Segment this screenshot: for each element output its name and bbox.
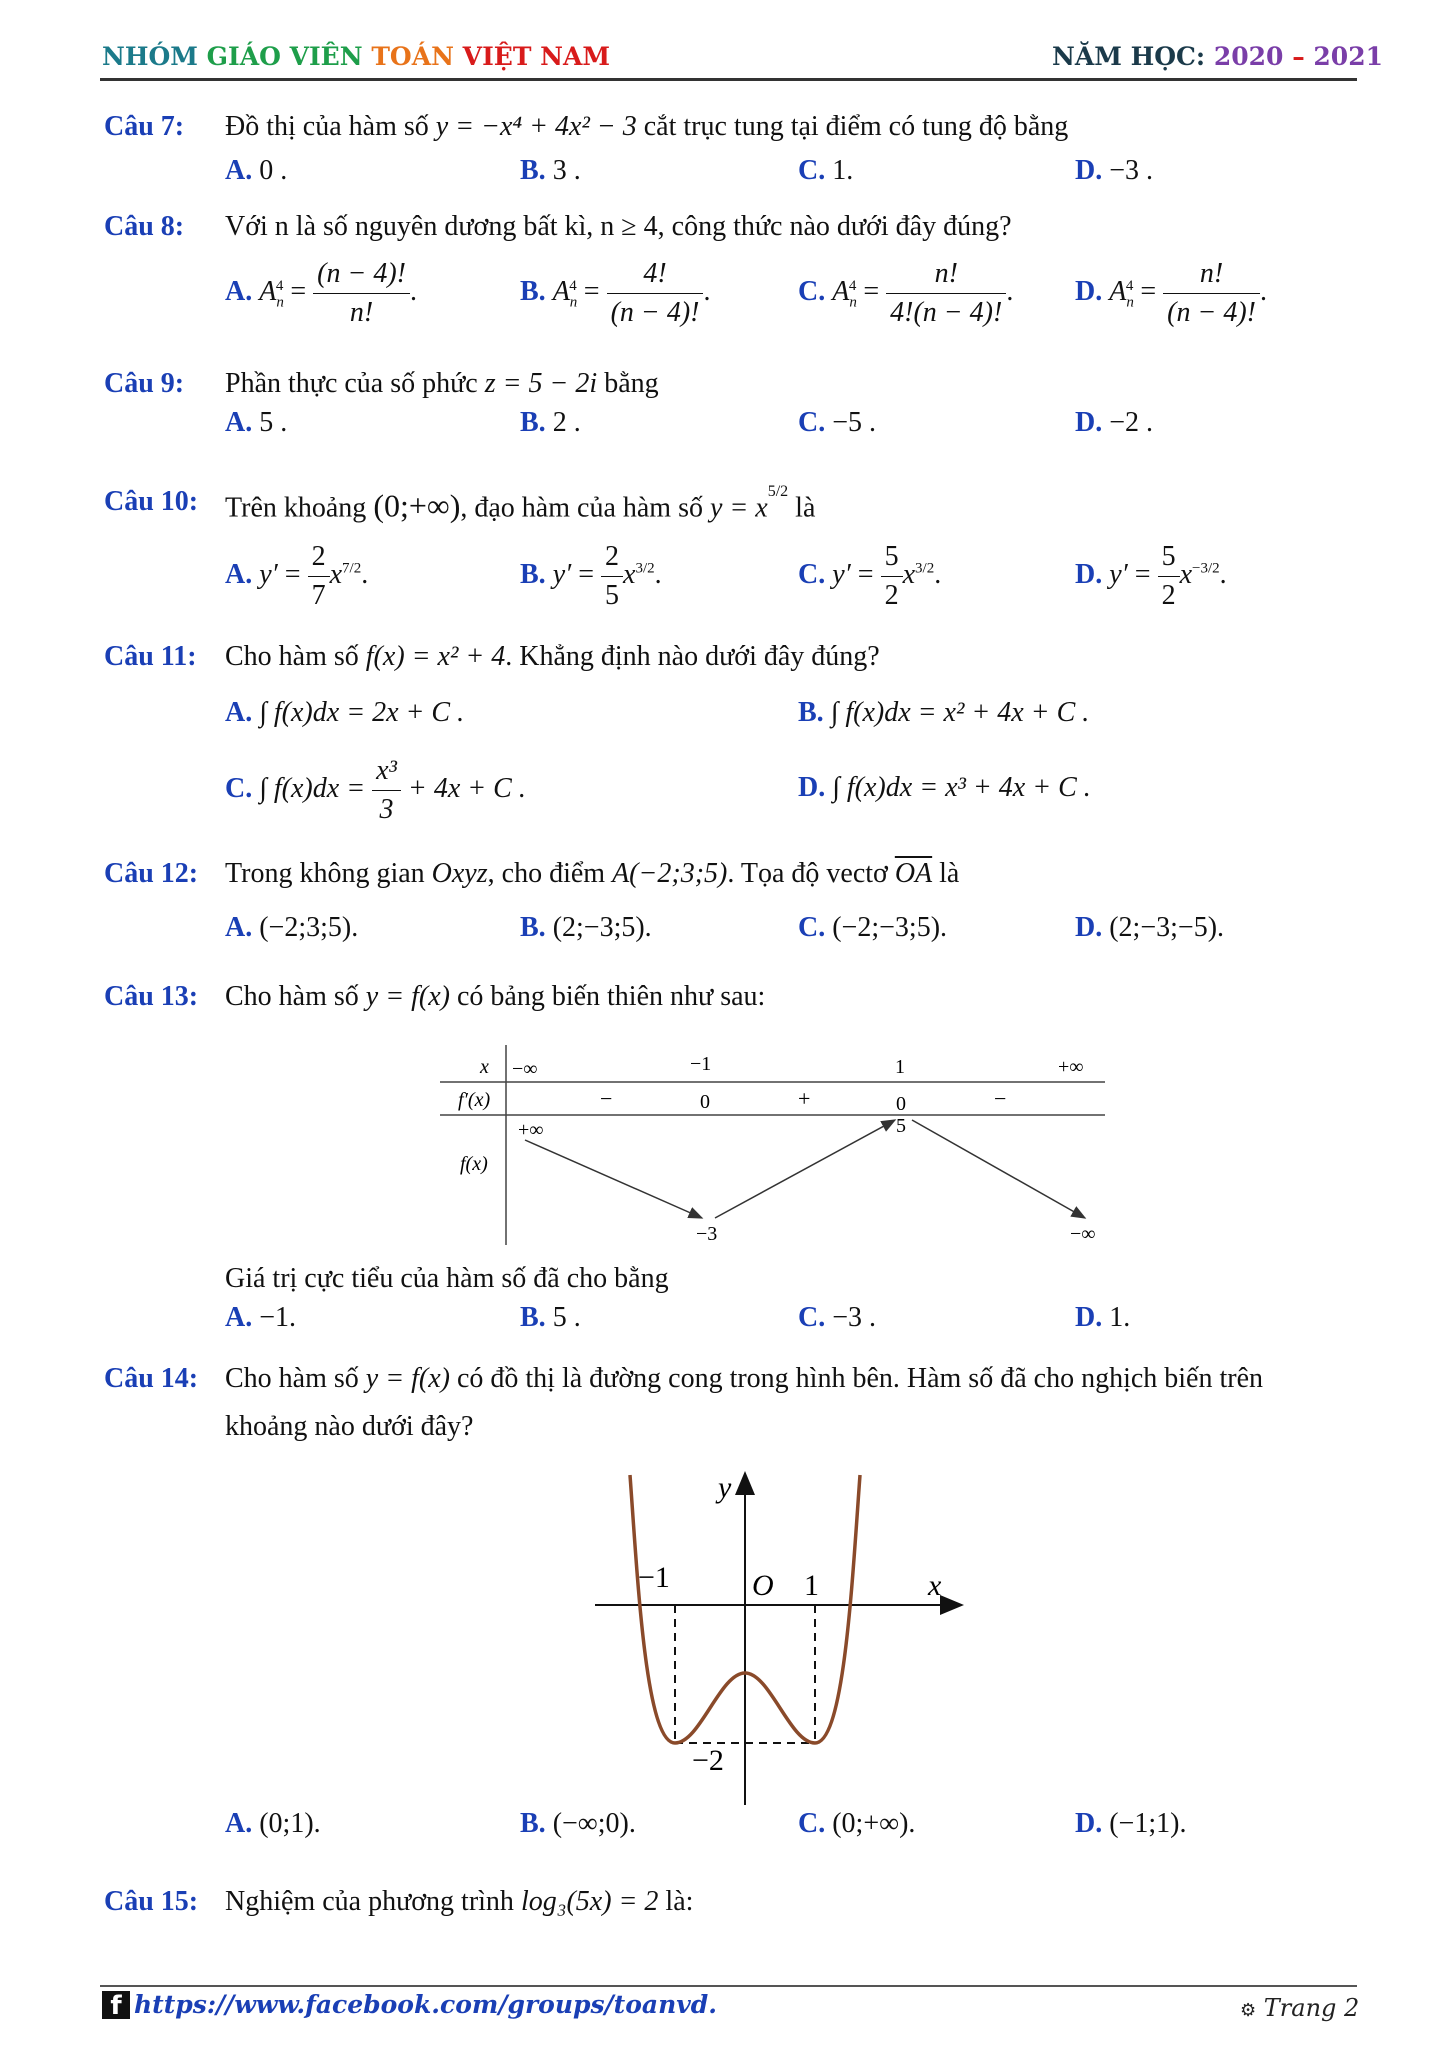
q13-text-post: có bảng biến thiên như sau: bbox=[456, 981, 766, 1012]
q14-option-c[interactable] bbox=[798, 1808, 915, 1840]
fraction bbox=[1163, 255, 1260, 332]
option-letter: D. bbox=[1075, 1808, 1103, 1839]
q11-option-b[interactable] bbox=[798, 697, 1089, 729]
option-letter: C. bbox=[798, 912, 826, 943]
q13-option-a[interactable] bbox=[225, 1302, 296, 1334]
option-value: 5 . bbox=[552, 1302, 581, 1333]
question-13 bbox=[104, 980, 198, 1014]
option-value: (−∞;0). bbox=[552, 1808, 636, 1839]
q10-option-d[interactable]: D. y′ = $\frac{5}{2}$ $x^{-3/2}$. bbox=[1075, 538, 1227, 615]
q9-option-a[interactable] bbox=[225, 407, 287, 439]
q7-option-c[interactable] bbox=[798, 155, 853, 187]
q12-option-b[interactable] bbox=[520, 912, 652, 944]
frac-den: n! bbox=[349, 297, 374, 328]
frac-num: 2 bbox=[601, 538, 623, 577]
q10-func: y = x bbox=[709, 492, 768, 524]
question-10 bbox=[104, 485, 198, 519]
option-value: −3 . bbox=[1109, 155, 1154, 186]
option-value-pre: ∫ f(x)dx = bbox=[259, 772, 366, 804]
question-7 bbox=[104, 110, 184, 144]
option-letter: A. bbox=[225, 275, 253, 307]
option-value: 0 . bbox=[259, 155, 288, 186]
page-icon: ⚙ bbox=[1240, 2000, 1257, 2021]
option-lhs: A bbox=[832, 275, 850, 307]
variation-table bbox=[440, 1040, 1120, 1250]
option-letter: B. bbox=[520, 558, 546, 590]
option-letter: A. bbox=[225, 1302, 253, 1333]
option-value: 3 . bbox=[552, 155, 581, 186]
option-value: 1. bbox=[832, 155, 854, 186]
page-number: Trang 2 bbox=[1263, 1994, 1360, 2022]
option-letter: B. bbox=[798, 697, 824, 728]
facebook-icon: f bbox=[102, 1991, 130, 2019]
fraction bbox=[308, 538, 330, 615]
q9-option-d[interactable] bbox=[1075, 407, 1153, 439]
frac-num: 5 bbox=[881, 538, 903, 577]
option-letter: A. bbox=[225, 407, 253, 438]
option-lhs: A bbox=[259, 275, 277, 307]
option-value: 1. bbox=[1109, 1302, 1131, 1333]
option-letter: D. bbox=[1075, 558, 1103, 590]
fraction bbox=[313, 255, 410, 332]
option-value: −3 . bbox=[832, 1302, 877, 1333]
question-9-text bbox=[225, 367, 659, 401]
footer-divider bbox=[100, 1985, 1357, 1987]
option-letter: B. bbox=[520, 275, 546, 307]
question-11-text bbox=[225, 640, 880, 674]
option-value: −2 . bbox=[1109, 407, 1154, 438]
option-letter: B. bbox=[520, 1808, 546, 1839]
table-f-value: +∞ bbox=[518, 1119, 544, 1141]
q12-point: A(−2;3;5) bbox=[612, 858, 728, 889]
q14-text-pre: Cho hàm số bbox=[225, 1363, 359, 1394]
question-8 bbox=[104, 210, 184, 244]
table-x-value: 1 bbox=[895, 1056, 905, 1078]
option-letter: D. bbox=[1075, 275, 1103, 307]
tick-neg2: −2 bbox=[692, 1744, 724, 1777]
q10-option-a[interactable]: A. y′ = $\frac{2}{7}$ $x^{7/2}$. bbox=[225, 538, 368, 615]
origin-label: O bbox=[752, 1569, 774, 1602]
frac-den: 2 bbox=[1161, 580, 1176, 611]
q7-option-d[interactable] bbox=[1075, 155, 1153, 187]
option-lhs: A bbox=[1109, 275, 1127, 307]
option-letter: D. bbox=[798, 772, 826, 803]
year-dash: – bbox=[1292, 42, 1305, 71]
q10-text-post: là bbox=[795, 492, 816, 524]
q9-text-pre: Phần thực của số phức bbox=[225, 368, 478, 399]
frac-den: 5 bbox=[605, 580, 620, 611]
question-12-text bbox=[225, 857, 959, 891]
fraction bbox=[372, 752, 401, 829]
option-value: ∫ f(x)dx = x³ + 4x + C . bbox=[832, 772, 1091, 803]
option-value: (2;−3;−5). bbox=[1109, 912, 1225, 943]
table-arrow-down-2 bbox=[912, 1120, 1085, 1218]
frac-den: 7 bbox=[311, 580, 326, 611]
q8-option-a[interactable]: A. $A_n^4$ = $\frac{(n - 4)!}{n!}$ . bbox=[225, 255, 417, 332]
option-exponent: 3/2 bbox=[915, 560, 935, 577]
option-letter: A. bbox=[225, 1808, 253, 1839]
tick-neg1: −1 bbox=[638, 1561, 670, 1594]
option-exponent: 7/2 bbox=[342, 560, 362, 577]
question-label: Câu 12: bbox=[104, 858, 199, 889]
frac-den: (n − 4)! bbox=[1167, 297, 1257, 328]
option-letter: A. bbox=[225, 558, 253, 590]
frac-num: n! bbox=[1163, 255, 1260, 294]
fraction bbox=[607, 255, 704, 332]
table-f-value: −3 bbox=[696, 1223, 718, 1245]
question-11 bbox=[104, 640, 197, 674]
option-value: (0;1). bbox=[259, 1808, 321, 1839]
table-x-value: −1 bbox=[690, 1053, 712, 1075]
q12-option-d[interactable] bbox=[1075, 912, 1224, 944]
option-letter: C. bbox=[225, 772, 253, 804]
year-label: NĂM HỌC: bbox=[1052, 42, 1206, 71]
frac-num: x³ bbox=[372, 752, 401, 791]
question-10-text bbox=[225, 485, 815, 525]
table-x-value: −∞ bbox=[512, 1058, 538, 1080]
fraction bbox=[881, 538, 903, 615]
q11-text-pre: Cho hàm số bbox=[225, 641, 359, 672]
q14-option-d[interactable] bbox=[1075, 1808, 1186, 1840]
table-f-value: −∞ bbox=[1070, 1223, 1096, 1245]
option-value-post: + 4x + C . bbox=[407, 772, 526, 804]
option-exponent: 3/2 bbox=[635, 560, 655, 577]
frac-den: (n − 4)! bbox=[610, 297, 700, 328]
question-label: Câu 9: bbox=[104, 368, 185, 399]
table-sign: + bbox=[798, 1086, 811, 1111]
q12-option-a[interactable] bbox=[225, 912, 358, 944]
q12-text-post: là bbox=[939, 858, 960, 889]
q9-text-post: bằng bbox=[604, 368, 659, 399]
q8-option-b[interactable]: B. $A_n^4$ = $\frac{4!}{(n - 4)!}$ . bbox=[520, 255, 710, 332]
option-letter: B. bbox=[520, 912, 546, 943]
table-arrow-up bbox=[715, 1120, 895, 1218]
q11-option-d[interactable] bbox=[798, 772, 1091, 804]
q9-option-c[interactable] bbox=[798, 407, 876, 439]
q14-option-b[interactable] bbox=[520, 1808, 636, 1840]
y-axis-label: y bbox=[718, 1471, 732, 1504]
question-label: Câu 13: bbox=[104, 981, 199, 1012]
frac-num: 5 bbox=[1158, 538, 1180, 577]
table-fprime-label: f′(x) bbox=[458, 1089, 491, 1111]
option-letter: C. bbox=[798, 558, 826, 590]
q14-formula: y = f(x) bbox=[365, 1363, 450, 1394]
question-14-text bbox=[225, 1362, 1360, 1396]
frac-num: 2 bbox=[308, 538, 330, 577]
x-axis-label: x bbox=[928, 1569, 942, 1602]
option-letter: C. bbox=[798, 275, 826, 307]
table-sign: 0 bbox=[896, 1093, 906, 1115]
table-x-value: +∞ bbox=[1058, 1056, 1084, 1078]
question-7-text bbox=[225, 110, 1068, 144]
q14-text-post: có đồ thị là đường cong trong hình bên. Hàm số đã cho nghịch biến trên bbox=[456, 1363, 1264, 1394]
q14-option-a[interactable] bbox=[225, 1808, 321, 1840]
option-letter: A. bbox=[225, 697, 253, 728]
option-exponent: −3/2 bbox=[1192, 560, 1220, 577]
table-f-label: f(x) bbox=[460, 1153, 488, 1175]
question-label: Câu 8: bbox=[104, 211, 185, 242]
q11-formula: f(x) = x² + 4 bbox=[365, 641, 506, 672]
option-letter: C. bbox=[798, 1302, 826, 1333]
q12-option-c[interactable] bbox=[798, 912, 947, 944]
q11-option-a[interactable] bbox=[225, 697, 464, 729]
q10-text-pre: Trên khoảng bbox=[225, 492, 367, 524]
option-value: (−2;−3;5). bbox=[832, 912, 948, 943]
option-letter: C. bbox=[798, 1808, 826, 1839]
question-13-text bbox=[225, 980, 765, 1014]
question-12 bbox=[104, 857, 198, 891]
frac-den: 2 bbox=[884, 580, 899, 611]
q10-option-c[interactable]: C. y′ = $\frac{5}{2}$ $x^{3/2}$. bbox=[798, 538, 941, 615]
option-letter: A. bbox=[225, 155, 253, 186]
q15-formula: log₃(5x) = 2 bbox=[520, 1886, 659, 1917]
option-lhs: A bbox=[552, 275, 570, 307]
q7-text-pre: Đồ thị của hàm số bbox=[225, 111, 429, 142]
q10-interval: (0;+∞) bbox=[373, 487, 461, 524]
question-15 bbox=[104, 1885, 198, 1919]
header-word-2: GIÁO bbox=[206, 42, 281, 71]
q15-text-pre: Nghiệm của phương trình bbox=[225, 1886, 514, 1917]
option-letter: B. bbox=[520, 407, 546, 438]
year-start: 2020 bbox=[1213, 42, 1284, 71]
fraction bbox=[1158, 538, 1180, 615]
question-label: Câu 15: bbox=[104, 1886, 199, 1917]
header-group-name bbox=[102, 42, 610, 71]
option-value: (2;−3;5). bbox=[552, 912, 652, 943]
table-sign: − bbox=[994, 1086, 1007, 1111]
option-value: 2 . bbox=[552, 407, 581, 438]
question-9 bbox=[104, 367, 184, 401]
table-arrow-down-1 bbox=[525, 1140, 702, 1218]
option-value: −1. bbox=[259, 1302, 297, 1333]
q13-caption: Giá trị cực tiểu của hàm số đã cho bằng bbox=[225, 1263, 669, 1294]
option-value: ∫ f(x)dx = x² + 4x + C . bbox=[830, 697, 1090, 728]
frac-den: 4!(n − 4)! bbox=[890, 297, 1003, 328]
option-letter: A. bbox=[225, 912, 253, 943]
question-label: Câu 7: bbox=[104, 111, 185, 142]
q7-formula: y = −x⁴ + 4x² − 3 bbox=[435, 111, 637, 142]
option-value: (−1;1). bbox=[1109, 1808, 1187, 1839]
option-value: −5 . bbox=[832, 407, 877, 438]
q7-text-post: cắt trục tung tại điểm có tung độ bằng bbox=[643, 111, 1069, 142]
tick-pos1: 1 bbox=[804, 1569, 819, 1602]
header-divider bbox=[100, 78, 1357, 81]
question-8-text: Với n là số nguyên dương bất kì, n ≥ 4, công thức nào dưới đây đúng? bbox=[225, 211, 1012, 242]
option-letter: D. bbox=[1075, 912, 1103, 943]
q13-text-pre: Cho hàm số bbox=[225, 981, 359, 1012]
q13-formula: y = f(x) bbox=[365, 981, 450, 1012]
q8-option-c[interactable]: C. $A_n^4$ = $\frac{n!}{4!(n - 4)!}$ . bbox=[798, 255, 1013, 332]
function-graph bbox=[590, 1465, 970, 1810]
question-label: Câu 14: bbox=[104, 1363, 199, 1394]
option-letter: D. bbox=[1075, 1302, 1103, 1333]
q7-option-a[interactable] bbox=[225, 155, 287, 187]
fraction bbox=[886, 255, 1006, 332]
question-label: Câu 11: bbox=[104, 641, 197, 672]
frac-num: (n − 4)! bbox=[313, 255, 410, 294]
q9-option-b[interactable] bbox=[520, 407, 581, 439]
q12-space: Oxyz bbox=[431, 858, 488, 889]
table-sign: 0 bbox=[700, 1091, 710, 1113]
table-x-label: x bbox=[480, 1056, 489, 1078]
q12-vector: $\overline{OA}$ bbox=[894, 858, 933, 889]
footer-link[interactable] bbox=[102, 1990, 717, 2019]
option-value: (−2;3;5). bbox=[259, 912, 359, 943]
footer-page bbox=[1240, 1994, 1359, 2022]
q11-text-post: . Khẳng định nào dưới đây đúng? bbox=[505, 641, 880, 672]
option-letter: C. bbox=[798, 155, 826, 186]
q11-option-c[interactable] bbox=[225, 752, 526, 829]
year-end: 2021 bbox=[1313, 42, 1383, 71]
q13-option-b[interactable] bbox=[520, 1302, 581, 1334]
option-value: ∫ f(x)dx = 2x + C . bbox=[259, 697, 465, 728]
footer-url[interactable]: https://www.facebook.com/groups/toanvd. bbox=[134, 1990, 717, 2019]
header-school-year bbox=[1052, 42, 1383, 71]
option-value: 5 . bbox=[259, 407, 288, 438]
q7-option-b[interactable] bbox=[520, 155, 581, 187]
header-word-3: VIÊN bbox=[289, 42, 363, 71]
question-14-text-line2: khoảng nào dưới đây? bbox=[225, 1411, 474, 1442]
q13-option-d[interactable] bbox=[1075, 1302, 1130, 1334]
question-15-text bbox=[225, 1885, 693, 1919]
option-letter: D. bbox=[1075, 155, 1103, 186]
q10-text-mid: , đạo hàm của hàm số bbox=[460, 492, 703, 524]
q13-option-c[interactable] bbox=[798, 1302, 876, 1334]
q10-option-b[interactable]: B. y′ = $\frac{2}{5}$ $x^{3/2}$. bbox=[520, 538, 662, 615]
q9-formula: z = 5 − 2i bbox=[484, 368, 598, 399]
option-letter: B. bbox=[520, 1302, 546, 1333]
q12-text-pre: Trong không gian bbox=[225, 858, 425, 889]
option-value: (0;+∞). bbox=[832, 1808, 916, 1839]
option-letter: B. bbox=[520, 155, 546, 186]
question-label: Câu 10: bbox=[104, 486, 199, 517]
q12-text-mid: , cho điểm bbox=[487, 858, 606, 889]
header-word-5: VIỆT NAM bbox=[462, 42, 611, 71]
frac-num: 4! bbox=[607, 255, 704, 294]
header-word-4: TOÁN bbox=[371, 42, 454, 71]
table-sign: − bbox=[600, 1086, 613, 1111]
frac-den: 3 bbox=[379, 794, 394, 825]
q10-exponent: 5/2 bbox=[767, 483, 789, 500]
question-14 bbox=[104, 1362, 198, 1396]
option-letter: D. bbox=[1075, 407, 1103, 438]
header-word-1: NHÓM bbox=[102, 42, 198, 71]
table-f-value: 5 bbox=[896, 1115, 906, 1137]
q12-text-mid2: . Tọa độ vectơ bbox=[727, 858, 888, 889]
fraction bbox=[601, 538, 623, 615]
option-letter: C. bbox=[798, 407, 826, 438]
frac-num: n! bbox=[886, 255, 1006, 294]
q15-text-post: là: bbox=[665, 1886, 694, 1917]
q8-option-d[interactable]: D. $A_n^4$ = $\frac{n!}{(n - 4)!}$ . bbox=[1075, 255, 1267, 332]
